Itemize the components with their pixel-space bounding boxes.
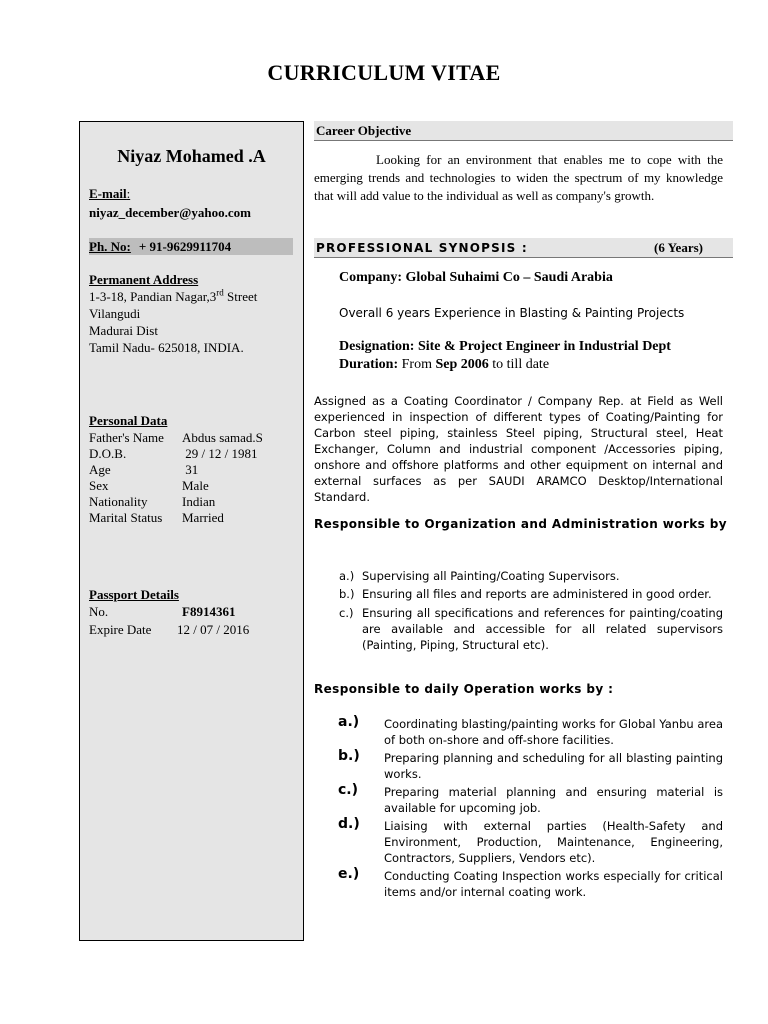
professional-synopsis-title: PROFESSIONAL SYNOPSIS :: [316, 241, 528, 255]
email-colon: :: [126, 186, 131, 201]
passport-label: Passport Details: [89, 587, 179, 602]
phone-value: + 91-9629911704: [138, 239, 232, 254]
document-title: CURRICULUM VITAE: [267, 60, 501, 85]
passport-key: Expire Date: [89, 622, 152, 637]
passport-key: No.: [89, 604, 109, 619]
org-works-heading: Responsible to Organization and Administration works by: [314, 517, 727, 531]
personal-row-dob: [89, 445, 301, 462]
personal-row-father: [89, 429, 301, 446]
passport-number: F8914361: [182, 604, 236, 619]
address-block: [89, 288, 301, 356]
address-ordinal-suffix: rd: [216, 287, 224, 298]
org-works-list: [314, 568, 723, 653]
address-line-1-text: 1-3-18, Pandian Nagar,3: [89, 289, 217, 304]
career-objective-text: Looking for an environment that enables me to cope with the emerging trends and technologies to widen the spectrum of my knowledge that will add value to the individual as well as company's growth.: [314, 152, 723, 203]
personal-value: Male: [182, 478, 209, 493]
career-objective-title: Career Objective: [316, 123, 412, 138]
assignment-description: Assigned as a Coating Coordinator / Company Rep. at Field as Well experienced in inspection of different types of Coating/Painting for Carbon steel piping, stainless Steel piping, Structural steel, Heat Exchanger, Column and industrial component /Accessories piping, onshore and offshore platforms and other equipment on internal and external surfaces as per SAUDI ARAMCO Desktop/International Standard.: [314, 394, 723, 504]
passport-expiry: 12 / 07 / 2016: [177, 622, 250, 637]
experience-years: (6 Years): [654, 240, 703, 255]
phone-label: Ph. No:: [89, 239, 131, 254]
personal-info-sidebar: [79, 121, 304, 941]
address-label: Permanent Address: [89, 272, 199, 287]
duration-from: From: [398, 357, 436, 372]
personal-row-sex: [89, 477, 301, 494]
duration-label: Duration:: [339, 357, 399, 372]
designation-line: Designation: Site & Project Engineer in Industrial Dept: [339, 339, 671, 354]
list-item-text: Liaising with external parties (Health-Safety and Environment, Production, Maintenance, Engineering, Contractors, Suppliers, Vendors etc).: [384, 819, 723, 865]
daily-works-heading: Responsible to daily Operation works by :: [314, 682, 614, 696]
list-marker: d.): [338, 816, 360, 832]
org-work-item: [314, 586, 723, 602]
personal-value: Indian: [182, 494, 216, 509]
list-marker: b.): [338, 748, 360, 764]
career-objective-header: [314, 121, 733, 141]
address-line-1: [89, 288, 301, 305]
list-marker: b.): [339, 587, 355, 601]
personal-value: 31: [182, 462, 199, 477]
list-marker: c.): [339, 606, 354, 620]
org-work-item: [314, 605, 723, 653]
list-marker: a.): [339, 569, 355, 583]
address-line-4: Tamil Nadu- 625018, INDIA.: [89, 340, 244, 355]
professional-synopsis-header: [314, 238, 733, 258]
personal-key: Nationality: [89, 494, 148, 509]
personal-value: 29 / 12 / 1981: [182, 446, 258, 461]
personal-key: Sex: [89, 478, 109, 493]
daily-work-item: [314, 868, 723, 900]
list-item-text: Coordinating blasting/painting works for Global Yanbu area of both on-shore and off-shore facilities.: [384, 717, 723, 747]
address-line-1-street: Street: [223, 289, 258, 304]
list-marker: e.): [338, 866, 360, 882]
overall-experience: Overall 6 years Experience in Blasting & Painting Projects: [339, 306, 685, 320]
list-marker: c.): [338, 782, 359, 798]
address-line-3: Madurai Dist: [89, 323, 158, 338]
company-line: Company: Global Suhaimi Co – Saudi Arabia: [339, 270, 613, 285]
address-line-2: Vilangudi: [89, 306, 141, 321]
list-marker: a.): [338, 714, 360, 730]
personal-data-label: Personal Data: [89, 413, 168, 428]
email-value: niyaz_december@yahoo.com: [89, 205, 251, 220]
daily-work-item: [314, 750, 723, 782]
personal-row-marital: [89, 509, 301, 526]
phone-row: [89, 238, 293, 255]
daily-work-item: [314, 818, 723, 866]
org-work-item: [314, 568, 723, 584]
list-item-text: Preparing planning and scheduling for all blasting painting works.: [384, 751, 723, 781]
personal-row-age: [89, 461, 301, 478]
list-item-text: Ensuring all specifications and references for painting/coating are available and accessible for all related supervisors (Painting, Piping, Structural etc).: [362, 606, 723, 652]
daily-work-item: [314, 716, 723, 748]
list-item-text: Supervising all Painting/Coating Supervisors.: [362, 569, 620, 583]
list-item-text: Preparing material planning and ensuring material is available for upcoming job.: [384, 785, 723, 815]
personal-key: Age: [89, 462, 111, 477]
personal-row-nationality: [89, 493, 301, 510]
personal-key: D.O.B.: [89, 446, 127, 461]
daily-works-list: [314, 716, 723, 900]
email-label-text: E-mail: [89, 186, 127, 201]
passport-row-number: [89, 603, 301, 620]
personal-key: Marital Status: [89, 510, 163, 525]
email-label: [89, 185, 130, 202]
personal-key: Father's Name: [89, 430, 164, 445]
duration-end: to till date: [488, 357, 550, 372]
daily-work-item: [314, 784, 723, 816]
passport-row-expiry: [89, 621, 301, 638]
list-item-text: Ensuring all files and reports are administered in good order.: [362, 587, 712, 601]
personal-value: Abdus samad.S: [182, 430, 263, 445]
duration-line: [339, 357, 549, 373]
candidate-name: Niyaz Mohamed .A: [117, 146, 266, 166]
personal-value: Married: [182, 510, 224, 525]
list-item-text: Conducting Coating Inspection works especially for critical items and/or internal coating work.: [384, 869, 723, 899]
duration-start-date: Sep 2006: [435, 357, 489, 372]
